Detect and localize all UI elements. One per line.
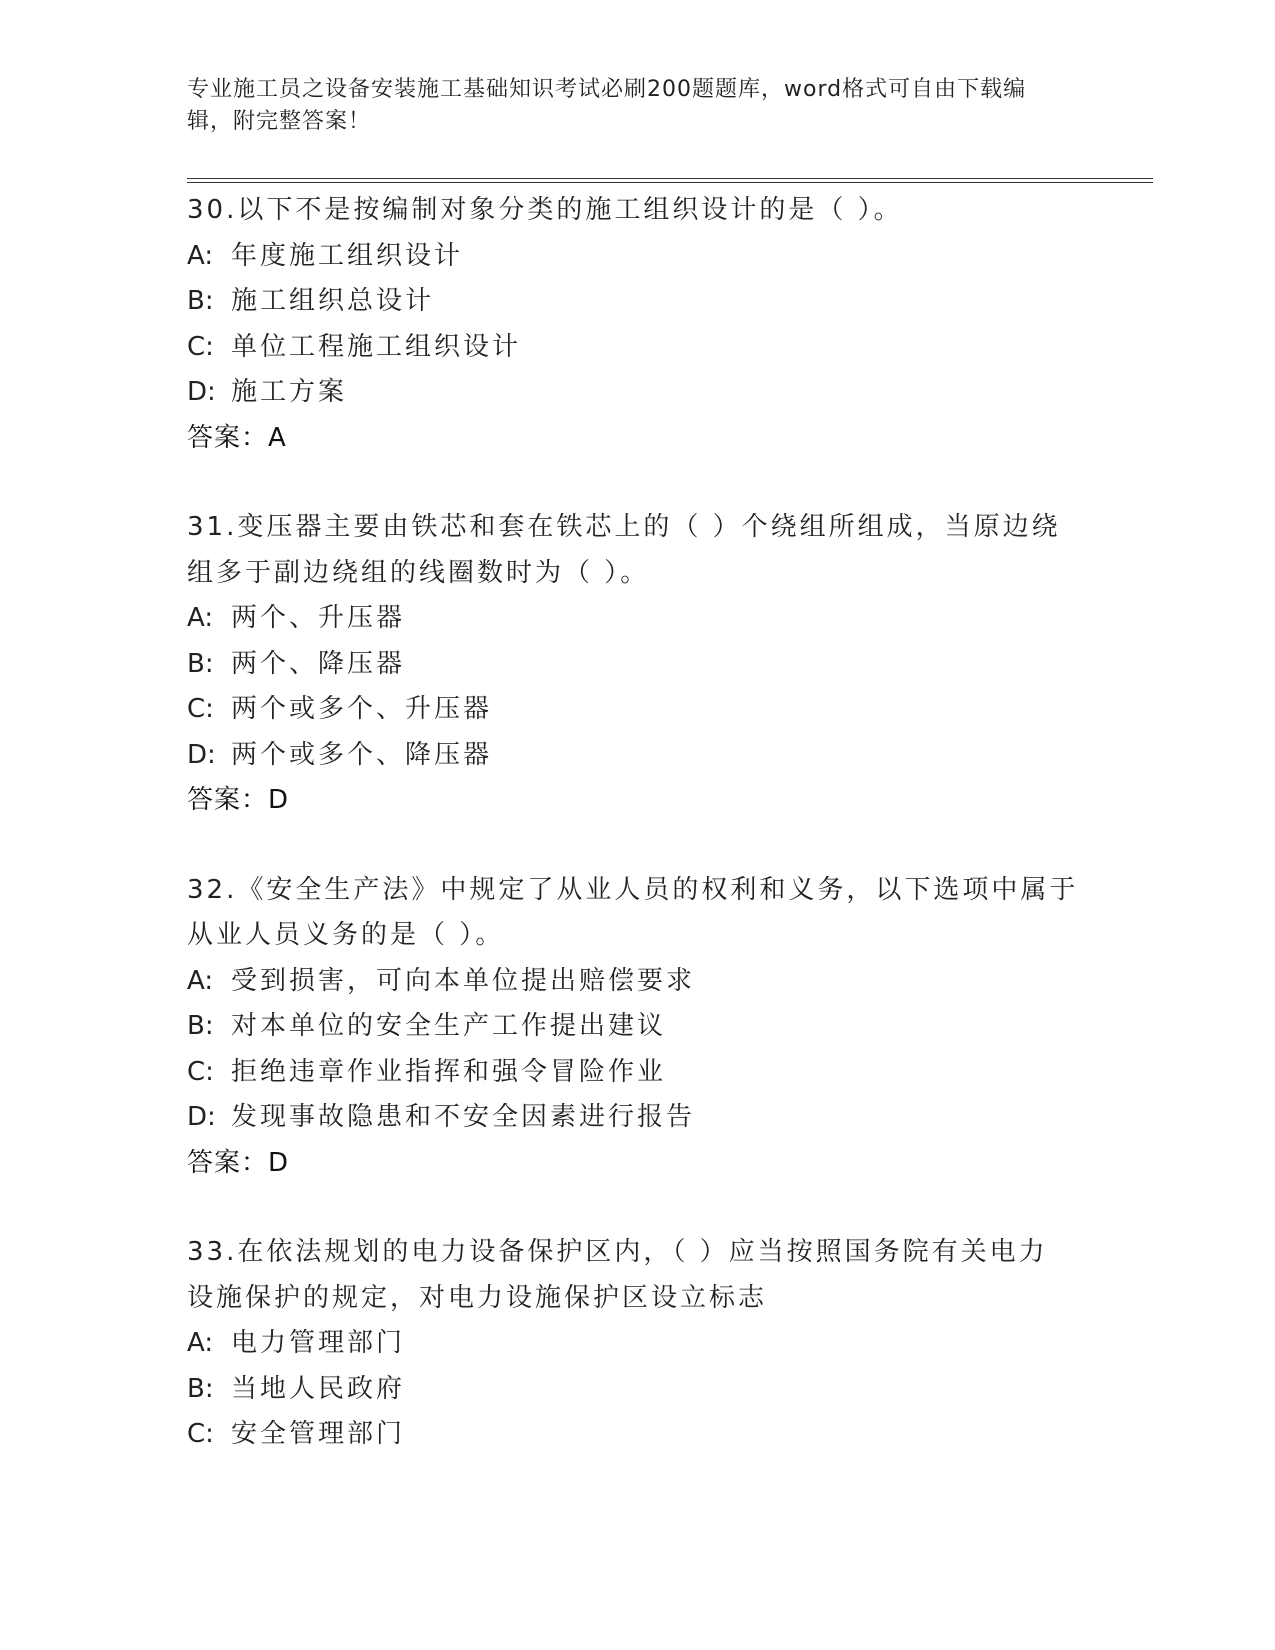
option-text: 两个、升压器	[231, 603, 406, 633]
option-letter: D:	[187, 739, 216, 770]
option-a	[187, 234, 1087, 280]
option-text: 发现事故隐患和不安全因素进行报告	[231, 1102, 696, 1132]
option-text: 两个或多个、降压器	[231, 739, 493, 770]
header-double-rule	[187, 178, 1153, 183]
option-a	[187, 1321, 1087, 1367]
option-c	[187, 1412, 1087, 1458]
question-stem-line: 33.在依法规划的电力设备保护区内，（ ）应当按照国务院有关电力	[187, 1237, 1048, 1267]
option-c	[187, 1050, 1087, 1096]
option-a	[187, 959, 1087, 1005]
question-33	[187, 1230, 1087, 1458]
answer-line: 答案：A	[187, 422, 287, 453]
option-letter: C:	[187, 1419, 214, 1449]
option-letter: B:	[187, 648, 214, 679]
option-letter: A:	[187, 965, 214, 996]
question-31	[187, 505, 1087, 824]
answer-line: 答案：D	[187, 785, 290, 815]
option-text: 两个、降压器	[231, 648, 406, 679]
option-letter: D:	[187, 377, 216, 407]
question-stem-line: 30.以下不是按编制对象分类的施工组织设计的是（ ）。	[187, 195, 903, 225]
option-text: 拒绝违章作业指挥和强令冒险作业	[231, 1056, 667, 1087]
option-text: 施工组织总设计	[231, 286, 435, 316]
question-30	[187, 188, 1087, 461]
option-letter: A:	[187, 603, 214, 633]
document-header: 专业施工员之设备安装施工基础知识考试必刷200题题库，word格式可自由下载编辑，附完整答案！	[187, 77, 1027, 134]
option-letter: A:	[187, 1328, 214, 1358]
option-text: 两个或多个、升压器	[231, 694, 493, 724]
option-text: 单位工程施工组织设计	[231, 331, 522, 362]
option-text: 当地人民政府	[231, 1373, 406, 1404]
question-stem-line: 组多于副边绕组的线圈数时为（ ）。	[187, 557, 650, 588]
option-letter: C:	[187, 1056, 214, 1087]
option-b	[187, 1004, 1087, 1050]
option-text: 施工方案	[231, 377, 348, 407]
option-text: 安全管理部门	[231, 1419, 406, 1449]
option-letter: B:	[187, 1373, 214, 1404]
option-b	[187, 1367, 1087, 1413]
option-letter: C:	[187, 694, 214, 724]
question-stem-line: 设施保护的规定，对电力设施保护区设立标志	[187, 1282, 768, 1313]
option-text: 年度施工组织设计	[231, 240, 464, 271]
option-c	[187, 325, 1087, 371]
option-a	[187, 596, 1087, 642]
option-letter: B:	[187, 1011, 214, 1041]
option-letter: D:	[187, 1102, 216, 1132]
option-d	[187, 370, 1087, 416]
question-stem-line: 32.《安全生产法》中规定了从业人员的权利和义务，以下选项中属于	[187, 874, 1079, 905]
option-text: 对本单位的安全生产工作提出建议	[231, 1011, 667, 1041]
option-c	[187, 687, 1087, 733]
option-b	[187, 279, 1087, 325]
option-d	[187, 1095, 1087, 1141]
question-list	[187, 188, 1087, 1502]
option-d	[187, 733, 1087, 779]
option-letter: B:	[187, 286, 214, 316]
question-stem-line: 从业人员义务的是（ ）。	[187, 920, 505, 950]
option-text: 受到损害，可向本单位提出赔偿要求	[231, 965, 696, 996]
question-stem-line: 31.变压器主要由铁芯和套在铁芯上的（ ）个绕组所组成，当原边绕	[187, 512, 1061, 542]
answer-line: 答案：D	[187, 1147, 290, 1178]
option-b	[187, 642, 1087, 688]
option-text: 电力管理部门	[231, 1328, 406, 1358]
option-letter: A:	[187, 240, 214, 271]
option-letter: C:	[187, 331, 214, 362]
question-32	[187, 868, 1087, 1187]
